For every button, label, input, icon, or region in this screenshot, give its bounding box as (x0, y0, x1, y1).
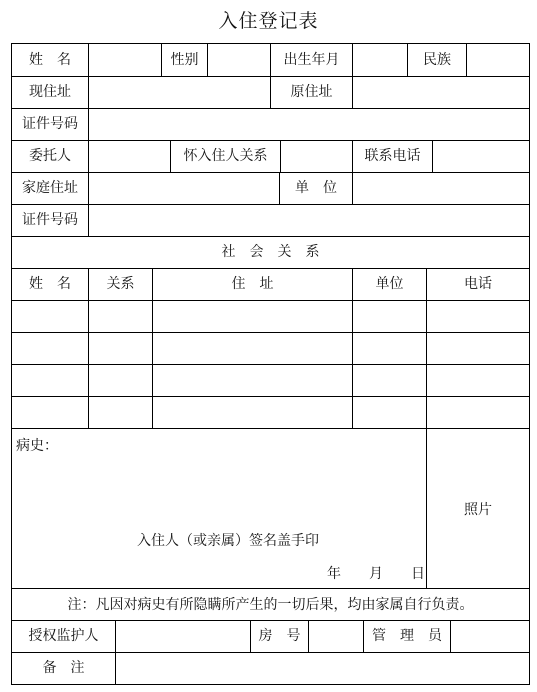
guardian-label: 授权监护人 (28, 628, 99, 644)
rule (529, 43, 530, 685)
social-relations-title: 社 会 关 系 (221, 244, 320, 260)
signature-label: 入住人（或亲属）签名盖手印 (137, 533, 319, 549)
remarks-label: 备 注 (42, 660, 85, 676)
rule (152, 268, 153, 428)
phone-label: 联系电话 (364, 148, 421, 164)
original-address-label: 原住址 (290, 84, 333, 100)
home-address-label: 家庭住址 (22, 180, 78, 196)
rule (308, 620, 309, 652)
date-label: 年 月 日 (327, 566, 425, 582)
photo-label: 照片 (464, 502, 492, 518)
rule (352, 172, 353, 204)
room-label: 房 号 (258, 628, 301, 644)
form-title: 入住登记表 (218, 10, 319, 32)
rule (280, 140, 281, 172)
ethnicity-label: 民族 (423, 52, 451, 68)
rule (115, 620, 116, 684)
rule (352, 76, 353, 108)
birth-label: 出生年月 (283, 52, 340, 68)
rule (88, 204, 89, 236)
rule (450, 620, 451, 652)
disclaimer-note: 注：凡因对病史有所隐瞒所产生的一切后果，均由家属自行负责。 (67, 597, 474, 613)
manager-label: 管 理 员 (372, 628, 442, 644)
social-employer-header: 单位 (375, 276, 404, 292)
id-number-label: 证件号码 (22, 116, 78, 132)
rule (426, 268, 427, 588)
name-label: 姓 名 (29, 52, 71, 68)
social-name-header: 姓 名 (29, 276, 71, 292)
rule (207, 43, 208, 76)
social-relation-header: 关系 (106, 276, 135, 292)
social-address-header: 住 址 (231, 276, 274, 292)
gender-label: 性别 (170, 52, 199, 68)
rule (11, 684, 530, 685)
current-address-label: 现住址 (29, 84, 71, 100)
social-phone-header: 电话 (464, 276, 492, 292)
entrusting-person-label: 委托人 (29, 148, 71, 164)
employer-label: 单 位 (295, 180, 337, 196)
rule (352, 43, 353, 76)
rule (88, 140, 89, 172)
medical-history-label: 病史： (16, 438, 58, 454)
rule (88, 268, 89, 428)
rule (466, 43, 467, 76)
rule (352, 268, 353, 428)
rule (11, 43, 12, 685)
rule (88, 108, 89, 140)
rule (11, 428, 530, 429)
rule (432, 140, 433, 172)
relation-label: 怀入住人关系 (183, 148, 268, 164)
rule (11, 620, 530, 621)
rule (88, 172, 89, 204)
rule (88, 76, 89, 108)
rule (11, 236, 530, 237)
rule (88, 43, 89, 76)
rule (11, 652, 530, 653)
id-number-label-2: 证件号码 (22, 212, 78, 228)
rule (11, 588, 530, 589)
